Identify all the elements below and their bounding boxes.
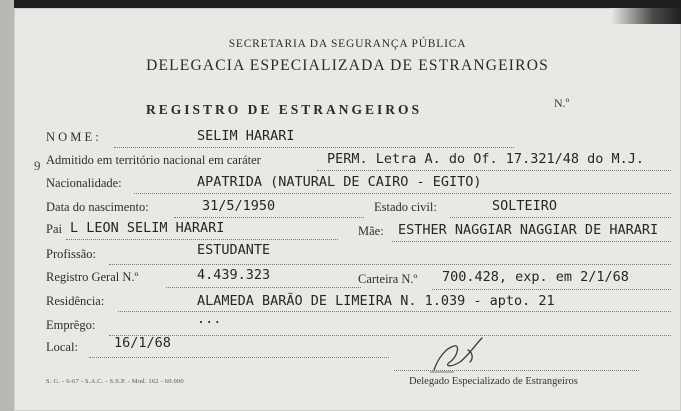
estado-civil-line <box>450 217 671 218</box>
mae-value: ESTHER NAGGIAR NAGGIAR DE HARARI <box>398 222 659 238</box>
profissao-label: Profissão: <box>46 247 96 261</box>
registro-geral-line <box>166 287 361 288</box>
emprego-label: Emprêgo: <box>46 318 96 332</box>
carteira-line <box>432 289 671 290</box>
nacionalidade-line <box>134 193 671 194</box>
nome-line <box>114 147 514 148</box>
carteira-label: Carteira N.º <box>358 272 418 286</box>
scan-top-border <box>0 0 681 8</box>
delegado-signature <box>424 328 504 376</box>
signature-caption: Delegado Especializado de Estrangeiros <box>409 376 578 387</box>
local-value: 16/1/68 <box>114 335 171 351</box>
registration-number-label: N.º <box>554 96 570 110</box>
mae-line <box>392 241 671 242</box>
nascimento-line <box>174 217 364 218</box>
form-code: S. G. - 6-67 - S.A.C. - S.S.P. - Mod. 162 - 60.000 <box>46 378 184 385</box>
scan-left-border <box>0 0 14 411</box>
header-delegacia: DELEGACIA ESPECIALIZADA DE ESTRANGEIROS <box>146 57 549 74</box>
pai-label: Pai <box>46 222 62 236</box>
profissao-line <box>109 264 671 265</box>
admitido-label: Admitido em território nacional em caráter <box>46 153 261 167</box>
header-registro-title: REGISTRO DE ESTRANGEIROS <box>145 102 423 117</box>
emprego-value: ... <box>197 311 222 327</box>
nascimento-value: 31/5/1950 <box>202 198 276 214</box>
header-secretaria: SECRETARIA DA SEGURANÇA PÚBLICA <box>228 38 467 50</box>
registration-card <box>14 8 681 411</box>
signature-line <box>394 370 639 371</box>
nome-label: N O M E : <box>46 130 99 144</box>
estado-civil-value: SOLTEIRO <box>492 198 558 214</box>
local-line <box>89 357 389 358</box>
carteira-value: 700.428, exp. em 2/1/68 <box>442 269 629 285</box>
residencia-label: Residência: <box>46 294 105 308</box>
nacionalidade-value: APATRIDA (NATURAL DE CAIRO - EGITO) <box>197 174 482 190</box>
nacionalidade-label: Nacionalidade: <box>46 176 122 190</box>
emprego-line <box>109 335 671 336</box>
margin-mark: 9 <box>34 158 41 173</box>
nascimento-label: Data do nascimento: <box>46 200 149 214</box>
profissao-value: ESTUDANTE <box>197 242 271 258</box>
pai-line <box>66 239 338 240</box>
admitido-value: PERM. Letra A. do Of. 17.321/48 do M.J. <box>327 151 644 167</box>
registro-geral-label: Registro Geral N.º <box>46 270 139 284</box>
pai-value: L LEON SELIM HARARI <box>70 220 225 236</box>
residencia-value: ALAMEDA BARÃO DE LIMEIRA N. 1.039 - apto. 21 <box>197 293 555 309</box>
registro-geral-value: 4.439.323 <box>197 267 271 283</box>
scan-corner-shadow <box>611 8 681 24</box>
estado-civil-label: Estado civil: <box>374 200 437 214</box>
admitido-line <box>317 170 671 171</box>
mae-label: Mãe: <box>358 224 384 238</box>
local-label: Local: <box>46 340 78 354</box>
nome-value: SELIM HARARI <box>197 128 295 144</box>
